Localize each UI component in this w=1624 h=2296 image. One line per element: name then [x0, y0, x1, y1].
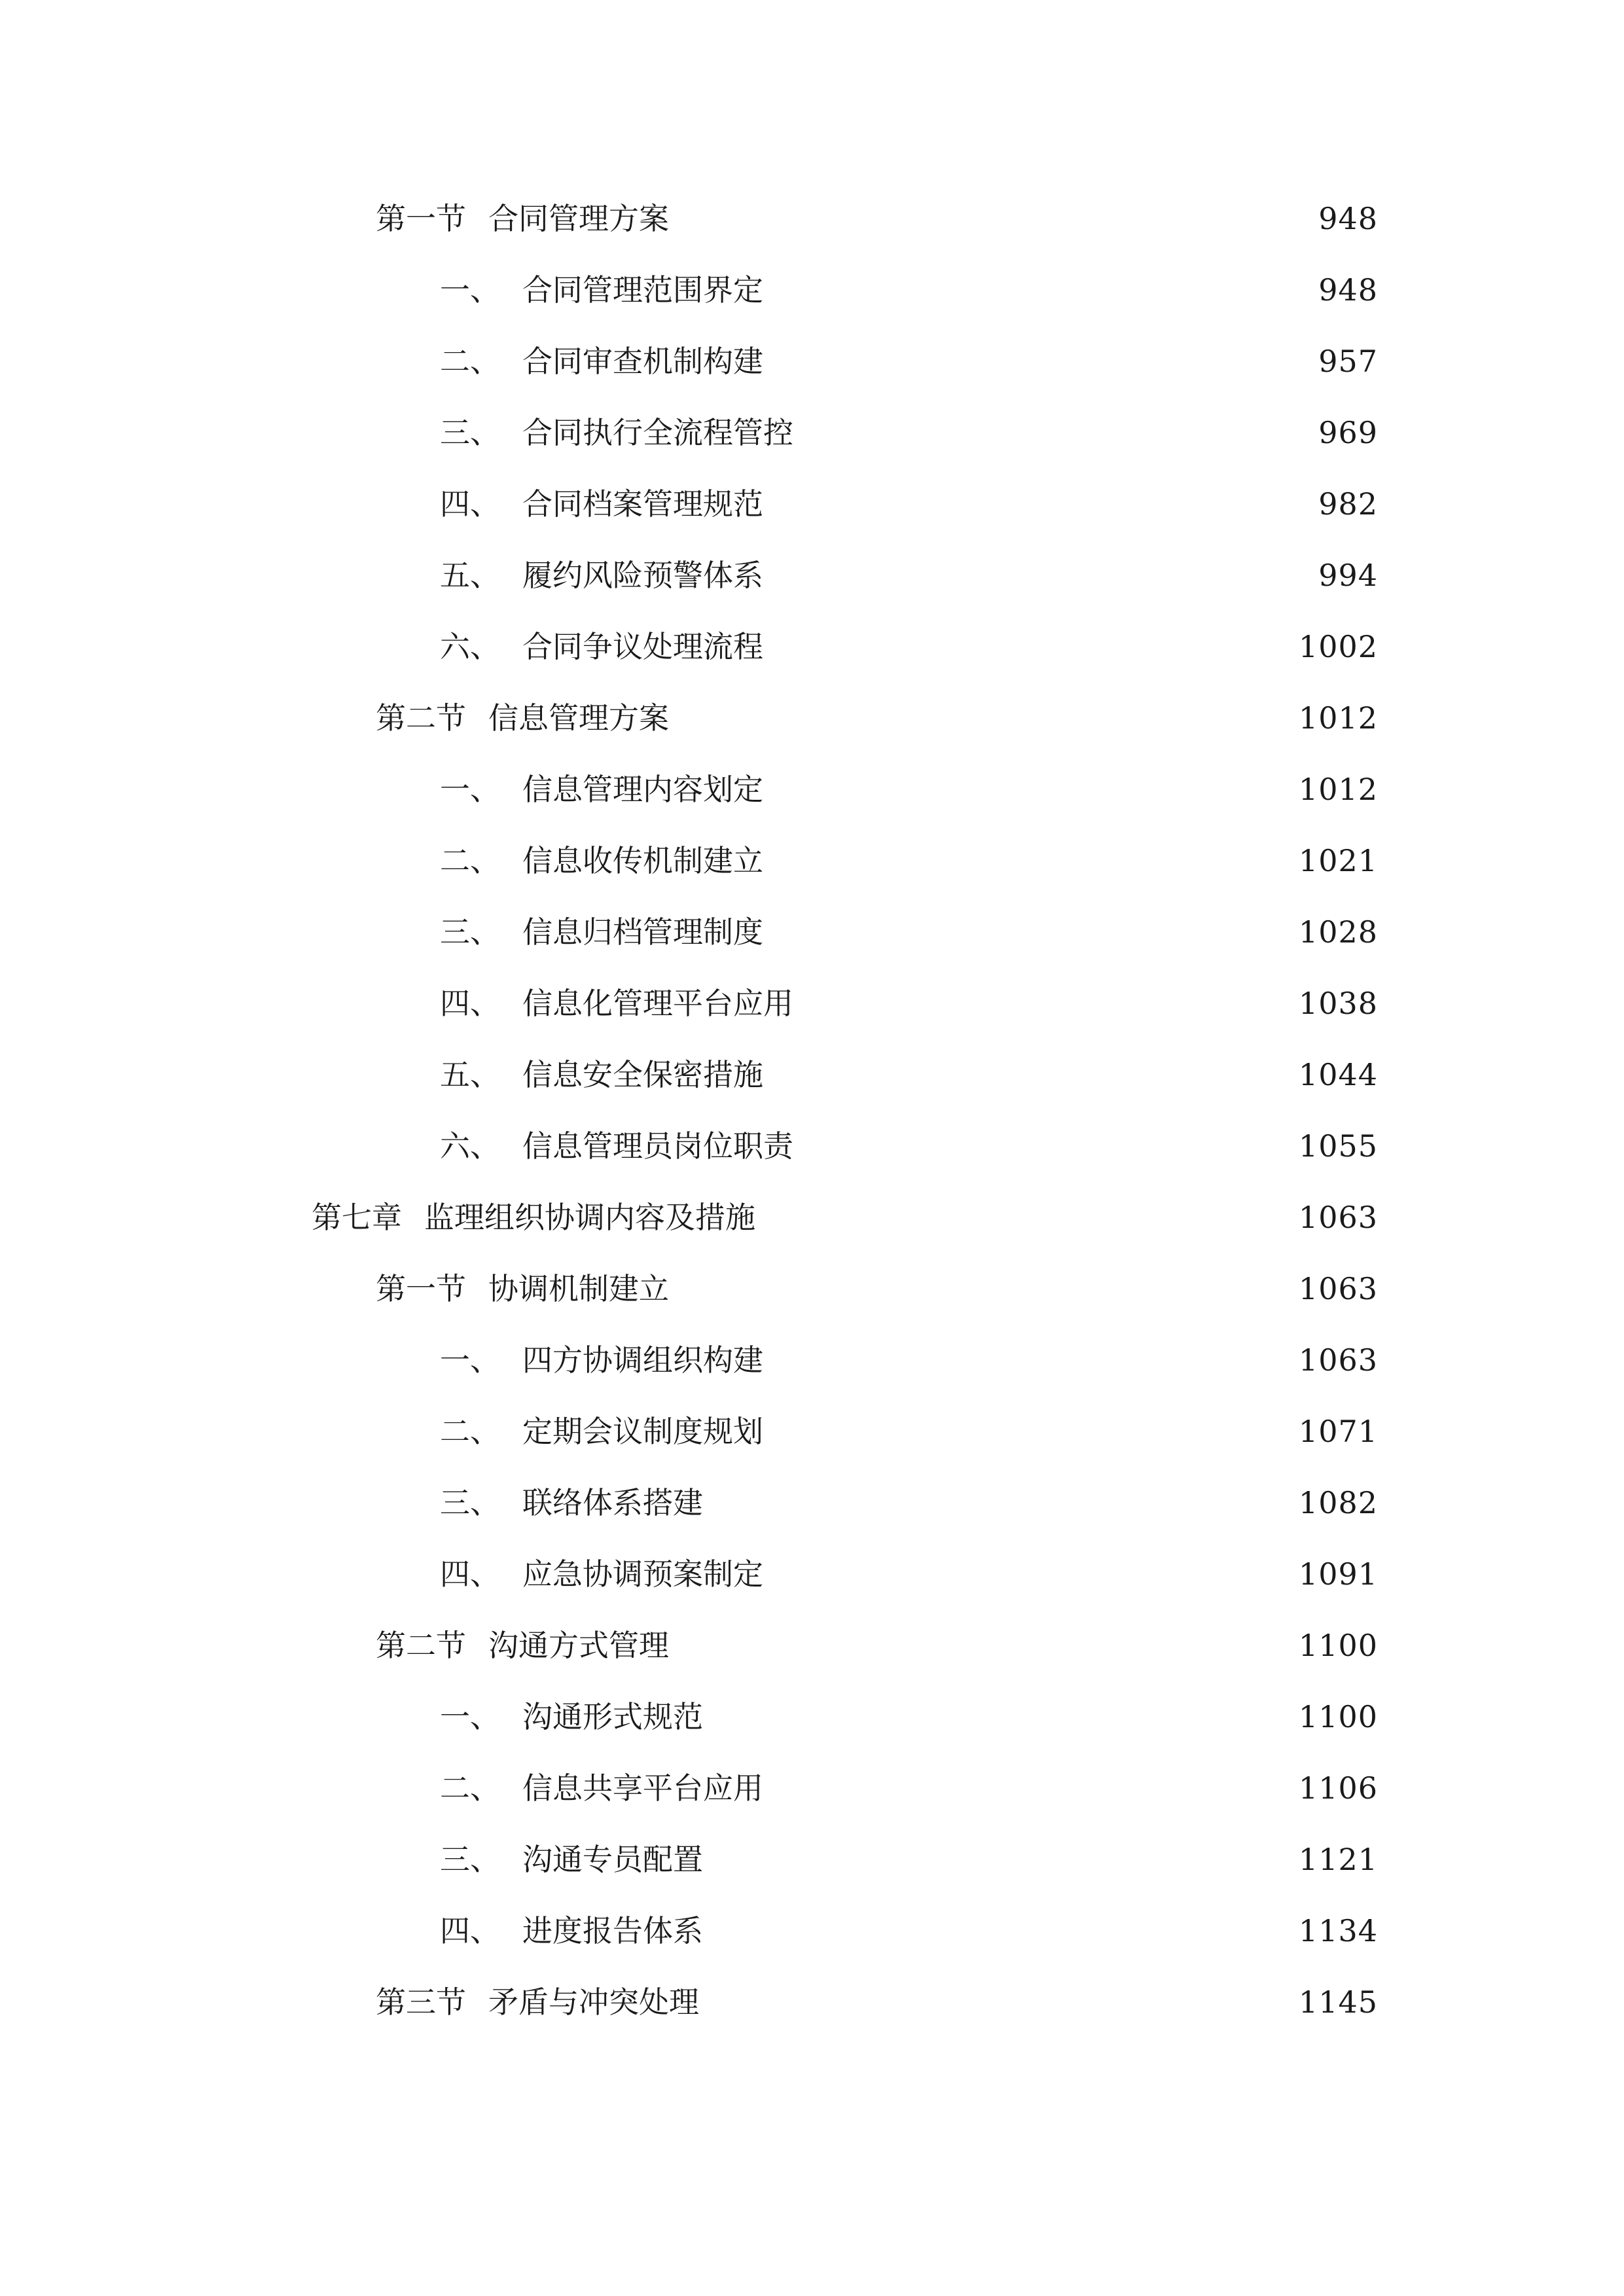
toc-dot-leader — [774, 763, 1290, 816]
toc-page-number: 1012 — [1298, 772, 1378, 807]
toc-entry-title: 合同管理方案 — [488, 201, 669, 236]
toc-entry-title: 合同执行全流程管控 — [522, 415, 793, 450]
toc-entry-subsection[interactable] — [440, 1049, 1378, 1101]
toc-dot-leader — [679, 692, 1290, 744]
toc-entry-number: 一、 — [440, 1699, 500, 1734]
toc-entry-title: 监理组织协调内容及措施 — [424, 1200, 755, 1235]
toc-dot-leader — [713, 1905, 1290, 1957]
toc-entry-number: 六、 — [440, 629, 500, 664]
toc-dot-leader — [679, 192, 1309, 245]
toc-page-number: 1063 — [1298, 1271, 1378, 1306]
toc-entry-subsection[interactable] — [440, 549, 1378, 601]
toc-page-number: 1100 — [1298, 1628, 1378, 1663]
toc-entry-title: 协调机制建立 — [488, 1271, 669, 1306]
toc-page-number: 1121 — [1298, 1842, 1378, 1877]
toc-entry-subsection[interactable] — [440, 335, 1378, 387]
toc-entry-subsection[interactable] — [440, 478, 1378, 530]
toc-page-number: 1134 — [1298, 1913, 1378, 1948]
toc-entry-title: 信息管理内容划定 — [522, 772, 763, 807]
toc-entry-subsection[interactable] — [440, 834, 1378, 887]
toc-entry-section[interactable] — [376, 192, 1378, 245]
toc-entry-number: 四、 — [440, 1913, 500, 1948]
toc-page-number: 948 — [1318, 201, 1378, 236]
toc-entry-number: 六、 — [440, 1128, 500, 1164]
toc-page-number: 969 — [1318, 415, 1378, 450]
toc-entry-title: 合同档案管理规范 — [522, 486, 763, 522]
toc-entry-section[interactable] — [376, 1619, 1378, 1672]
toc-entry-number: 二、 — [440, 1770, 500, 1806]
toc-dot-leader — [774, 906, 1290, 958]
toc-page-number: 1002 — [1298, 629, 1378, 664]
toc-entry-subsection[interactable] — [440, 1120, 1378, 1172]
toc-entry-subsection[interactable] — [440, 763, 1378, 816]
toc-entry-title: 信息管理员岗位职责 — [522, 1128, 793, 1164]
toc-dot-leader — [713, 1833, 1290, 1886]
toc-page-number: 1091 — [1298, 1556, 1378, 1592]
toc-entry-number: 第三节 — [376, 1984, 466, 2020]
toc-dot-leader — [679, 1263, 1290, 1315]
toc-dot-leader — [774, 834, 1290, 887]
toc-page-number: 948 — [1318, 272, 1378, 308]
toc-entry-subsection[interactable] — [440, 977, 1378, 1030]
toc-entry-subsection[interactable] — [440, 620, 1378, 673]
toc-entry-subsection[interactable] — [440, 1334, 1378, 1386]
toc-entry-title: 履约风险预警体系 — [522, 558, 763, 593]
toc-entry-title: 信息归档管理制度 — [522, 914, 763, 950]
toc-entry-title: 信息收传机制建立 — [522, 843, 763, 878]
toc-dot-leader — [766, 1191, 1290, 1244]
toc-dot-leader — [713, 1691, 1290, 1743]
toc-page-number: 982 — [1318, 486, 1378, 522]
toc-dot-leader — [774, 264, 1309, 316]
toc-dot-leader — [774, 620, 1290, 673]
toc-entry-title: 合同审查机制构建 — [522, 344, 763, 379]
toc-entry-title: 矛盾与冲突处理 — [488, 1984, 699, 2020]
toc-entry-number: 二、 — [440, 344, 500, 379]
toc-entry-title: 沟通形式规范 — [522, 1699, 703, 1734]
toc-entry-number: 第一节 — [376, 1271, 466, 1306]
toc-page-number: 994 — [1318, 558, 1378, 593]
toc-dot-leader — [679, 1619, 1290, 1672]
toc-entry-subsection[interactable] — [440, 1762, 1378, 1814]
toc-dot-leader — [774, 335, 1309, 387]
toc-page-number: 1044 — [1298, 1057, 1378, 1092]
toc-entry-number: 四、 — [440, 1556, 500, 1592]
toc-page-number: 1145 — [1298, 1984, 1378, 2020]
toc-entry-subsection[interactable] — [440, 1548, 1378, 1600]
toc-entry-title: 应急协调预案制定 — [522, 1556, 763, 1592]
toc-entry-title: 合同管理范围界定 — [522, 272, 763, 308]
toc-entry-number: 三、 — [440, 415, 500, 450]
toc-dot-leader — [804, 406, 1309, 459]
toc-entry-subsection[interactable] — [440, 1691, 1378, 1743]
toc-dot-leader — [774, 1405, 1290, 1458]
toc-entry-title: 沟通专员配置 — [522, 1842, 703, 1877]
toc-entry-section[interactable] — [376, 1976, 1378, 2028]
toc-entry-section[interactable] — [376, 1263, 1378, 1315]
toc-entry-chapter[interactable] — [312, 1191, 1378, 1244]
toc-entry-title: 联络体系搭建 — [522, 1485, 703, 1520]
toc-dot-leader — [710, 1976, 1290, 2028]
toc-entry-number: 第二节 — [376, 700, 466, 736]
toc-page-number: 1055 — [1298, 1128, 1378, 1164]
toc-entry-section[interactable] — [376, 692, 1378, 744]
toc-page-number: 1106 — [1298, 1770, 1378, 1806]
toc-page-number: 1063 — [1298, 1200, 1378, 1235]
toc-entry-number: 二、 — [440, 1414, 500, 1449]
toc-entry-number: 一、 — [440, 272, 500, 308]
toc-entry-subsection[interactable] — [440, 1833, 1378, 1886]
toc-entry-title: 沟通方式管理 — [488, 1628, 669, 1663]
toc-entry-subsection[interactable] — [440, 906, 1378, 958]
toc-entry-subsection[interactable] — [440, 406, 1378, 459]
toc-entry-number: 第一节 — [376, 201, 466, 236]
toc-dot-leader — [804, 1120, 1290, 1172]
toc-dot-leader — [774, 478, 1309, 530]
toc-page-number: 1100 — [1298, 1699, 1378, 1734]
toc-entry-title: 信息安全保密措施 — [522, 1057, 763, 1092]
toc-page-number: 1082 — [1298, 1485, 1378, 1520]
toc-entry-subsection[interactable] — [440, 1477, 1378, 1529]
toc-entry-title: 信息化管理平台应用 — [522, 986, 793, 1021]
toc-entry-number: 五、 — [440, 558, 500, 593]
toc-page-number: 1063 — [1298, 1342, 1378, 1378]
toc-entry-title: 信息管理方案 — [488, 700, 669, 736]
toc-entry-number: 四、 — [440, 486, 500, 522]
toc-entry-subsection[interactable] — [440, 264, 1378, 316]
toc-dot-leader — [774, 1548, 1290, 1600]
toc-page-number: 1021 — [1298, 843, 1378, 878]
toc-entry-number: 一、 — [440, 772, 500, 807]
toc-page-number: 1038 — [1298, 986, 1378, 1021]
toc-entry-number: 第二节 — [376, 1628, 466, 1663]
toc-page-number: 1071 — [1298, 1414, 1378, 1449]
toc-entry-number: 五、 — [440, 1057, 500, 1092]
toc-entry-subsection[interactable] — [440, 1405, 1378, 1458]
toc-entry-number: 三、 — [440, 914, 500, 950]
toc-page-number: 1012 — [1298, 700, 1378, 736]
toc-entry-number: 四、 — [440, 986, 500, 1021]
toc-dot-leader — [774, 1334, 1290, 1386]
toc-entry-title: 信息共享平台应用 — [522, 1770, 763, 1806]
toc-page-number: 957 — [1318, 344, 1378, 379]
toc-entry-title: 四方协调组织构建 — [522, 1342, 763, 1378]
toc-entry-number: 第七章 — [312, 1200, 402, 1235]
toc-dot-leader — [774, 1762, 1290, 1814]
toc-entry-number: 一、 — [440, 1342, 500, 1378]
toc-dot-leader — [713, 1477, 1290, 1529]
toc-entry-number: 三、 — [440, 1842, 500, 1877]
toc-entry-title: 定期会议制度规划 — [522, 1414, 763, 1449]
toc-dot-leader — [804, 977, 1290, 1030]
toc-entry-number: 二、 — [440, 843, 500, 878]
toc-entry-number: 三、 — [440, 1485, 500, 1520]
toc-entry-title: 进度报告体系 — [522, 1913, 703, 1948]
toc-page-number: 1028 — [1298, 914, 1378, 950]
toc-entry-subsection[interactable] — [440, 1905, 1378, 1957]
toc-dot-leader — [774, 1049, 1290, 1101]
toc-dot-leader — [774, 549, 1309, 601]
toc-entry-title: 合同争议处理流程 — [522, 629, 763, 664]
